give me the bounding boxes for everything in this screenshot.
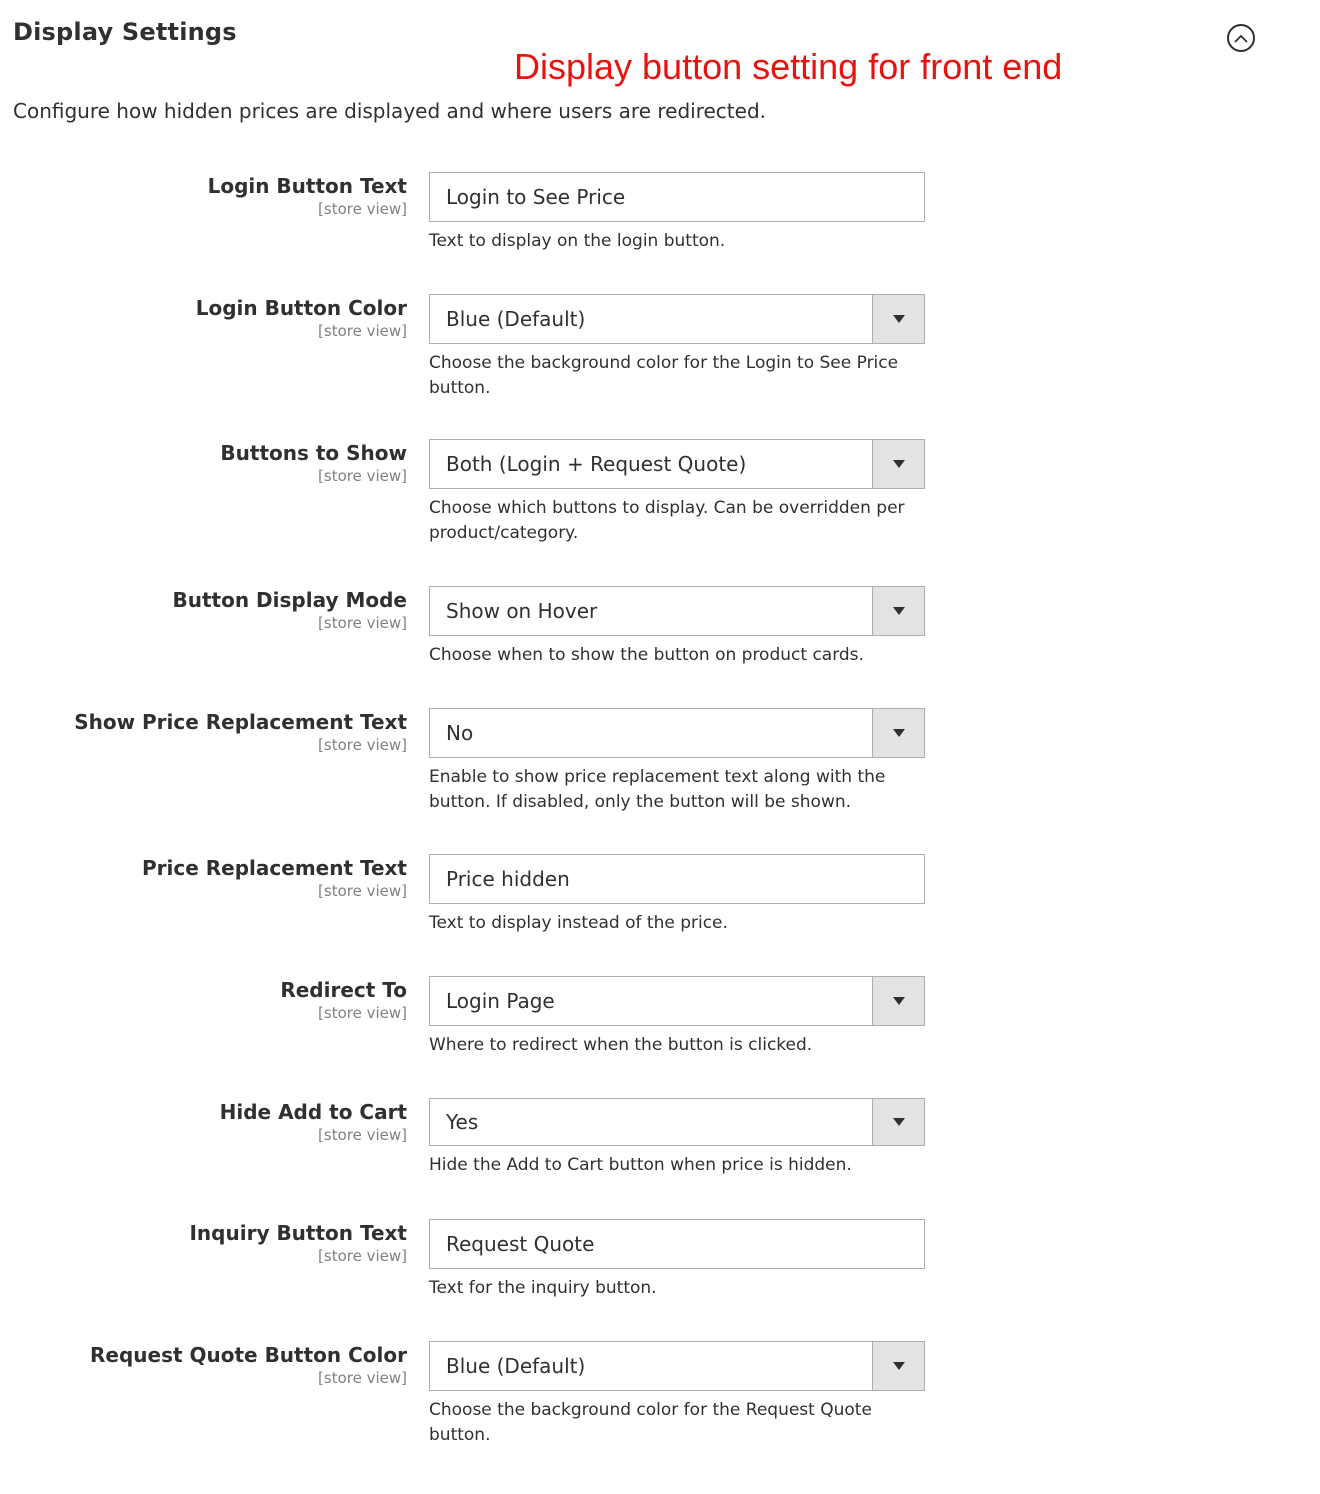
- hide-add-to-cart-select[interactable]: [429, 1098, 925, 1146]
- field-label: Hide Add to Cart: [219, 1100, 407, 1124]
- dropdown-toggle[interactable]: [872, 440, 924, 488]
- field-label-wrap: [90, 1342, 407, 1388]
- redirect-to-select[interactable]: [429, 976, 925, 1026]
- field-label: Login Button Text: [207, 174, 407, 198]
- field-note: Choose the background color for the Request Quote button.: [429, 1400, 872, 1445]
- field-label-wrap: [220, 440, 407, 486]
- chevron-up-icon: [1234, 34, 1248, 43]
- field-note: Text to display on the login button.: [429, 231, 726, 251]
- field-label-wrap: [189, 1220, 407, 1266]
- scope-label: [store view]: [318, 736, 407, 754]
- caret-down-icon: [893, 729, 905, 737]
- field-label: Redirect To: [280, 978, 407, 1002]
- field-note: Hide the Add to Cart button when price is hidden.: [429, 1155, 852, 1175]
- field-label-wrap: [196, 295, 407, 341]
- field-label-wrap: [220, 1099, 407, 1145]
- price-replacement-text-input[interactable]: [429, 854, 925, 904]
- field-note: Enable to show price replacement text along with the button. If disabled, only the button will be shown.: [429, 767, 886, 812]
- scope-label: [store view]: [318, 882, 407, 900]
- caret-down-icon: [893, 315, 905, 323]
- button-display-mode-select[interactable]: [429, 586, 925, 636]
- select-value: No: [446, 721, 474, 745]
- scope-label: [store view]: [318, 1004, 407, 1022]
- field-label-wrap: [208, 173, 407, 219]
- field-note: Choose which buttons to display. Can be overridden per product/category.: [429, 498, 905, 543]
- field-note: Text for the inquiry button.: [429, 1278, 657, 1298]
- dropdown-toggle[interactable]: [872, 1342, 924, 1390]
- field-label: Inquiry Button Text: [189, 1221, 407, 1245]
- dropdown-toggle[interactable]: [872, 977, 924, 1025]
- login-button-color-select[interactable]: [429, 294, 925, 344]
- field-label-wrap: [173, 587, 407, 633]
- select-value: Show on Hover: [446, 599, 598, 623]
- field-label: Price Replacement Text: [142, 856, 407, 880]
- dropdown-toggle[interactable]: [872, 709, 924, 757]
- field-note: Choose when to show the button on product cards.: [429, 645, 864, 665]
- select-value: Blue (Default): [446, 1354, 586, 1378]
- field-label: Login Button Color: [195, 296, 407, 320]
- caret-down-icon: [893, 460, 905, 468]
- field-label-wrap: [142, 855, 407, 901]
- field-label: Buttons to Show: [220, 441, 407, 465]
- scope-label: [store view]: [318, 1247, 407, 1265]
- scope-label: [store view]: [318, 322, 407, 340]
- dropdown-toggle[interactable]: [872, 295, 924, 343]
- field-note: Choose the background color for the Login to See Price button.: [429, 353, 899, 398]
- select-value: Login Page: [446, 989, 555, 1013]
- caret-down-icon: [893, 997, 905, 1005]
- field-label: Request Quote Button Color: [89, 1343, 407, 1367]
- caret-down-icon: [893, 1118, 905, 1126]
- dropdown-toggle[interactable]: [872, 587, 924, 635]
- scope-label: [store view]: [318, 467, 407, 485]
- field-label-wrap: [280, 977, 407, 1023]
- buttons-to-show-select[interactable]: [429, 439, 925, 489]
- show-price-replacement-text-select[interactable]: [429, 708, 925, 758]
- caret-down-icon: [893, 1362, 905, 1370]
- login-button-text-input[interactable]: [429, 172, 925, 222]
- request-quote-button-color-select[interactable]: [429, 1341, 925, 1391]
- section-description: Configure how hidden prices are displayed and where users are redirected.: [13, 99, 766, 123]
- caret-down-icon: [893, 607, 905, 615]
- field-label: Button Display Mode: [172, 588, 407, 612]
- scope-label: [store view]: [318, 1126, 407, 1144]
- scope-label: [store view]: [318, 1369, 407, 1387]
- field-label-wrap: [74, 709, 407, 755]
- chevron-up-circle-icon[interactable]: [1227, 24, 1255, 52]
- select-value: Yes: [446, 1110, 479, 1134]
- select-value: Both (Login + Request Quote): [446, 452, 747, 476]
- select-value: Blue (Default): [446, 307, 586, 331]
- section-title[interactable]: Display Settings: [13, 18, 237, 46]
- scope-label: [store view]: [318, 614, 407, 632]
- field-label: Show Price Replacement Text: [74, 710, 407, 734]
- dropdown-toggle[interactable]: [872, 1099, 924, 1145]
- annotation-text: Display button setting for front end: [514, 46, 1063, 87]
- field-note: Where to redirect when the button is clicked.: [429, 1035, 813, 1055]
- field-note: Text to display instead of the price.: [429, 913, 728, 933]
- scope-label: [store view]: [318, 200, 407, 218]
- inquiry-button-text-input[interactable]: [429, 1219, 925, 1269]
